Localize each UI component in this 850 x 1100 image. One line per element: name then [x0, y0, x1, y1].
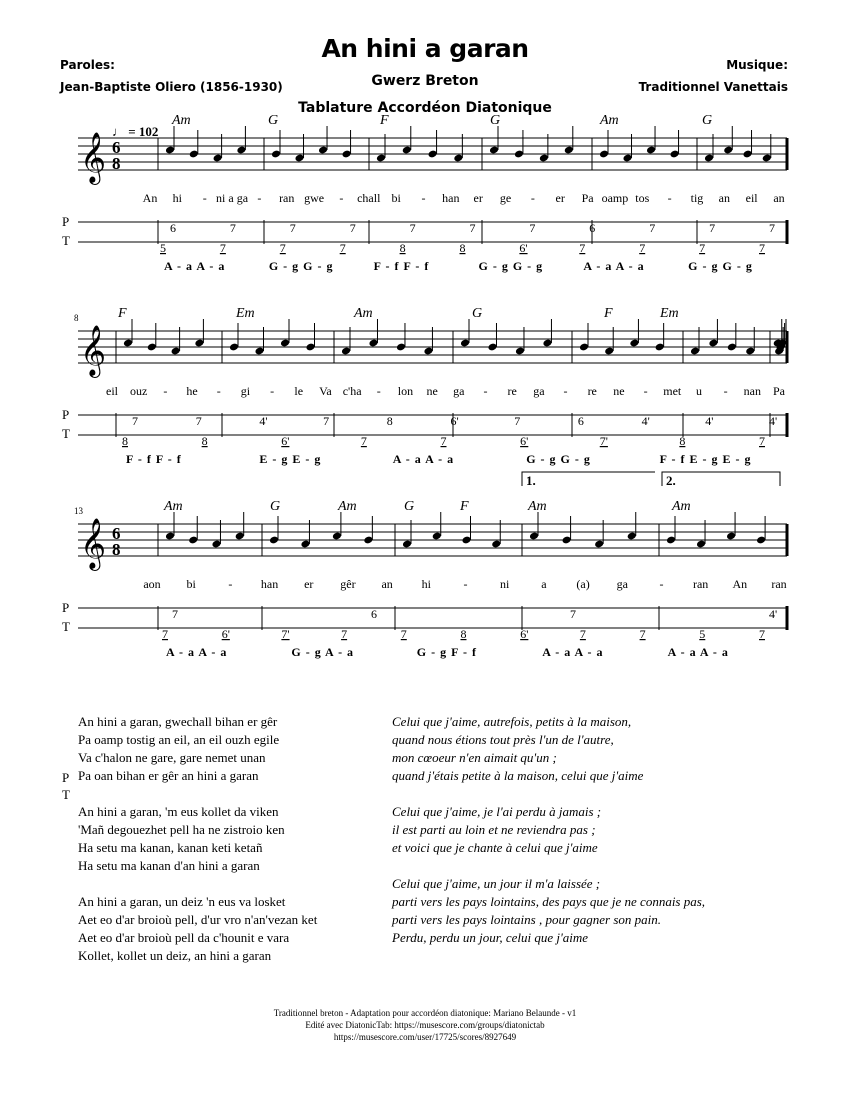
tab-pull-number: 7	[579, 241, 586, 255]
breton-verse-line: 'Mañ degouezhet pell ha ne zistroio ken	[78, 822, 285, 837]
chord-symbol: F	[118, 306, 127, 321]
composer-label: Musique:	[726, 58, 788, 72]
tab-push-number: 4'	[259, 414, 268, 428]
tab-push-number: 8	[386, 414, 393, 428]
french-verse-line: il est parti au loin et ne reviendra pas ;	[392, 822, 596, 837]
tab-label-push: P	[62, 600, 70, 615]
tab-pull-number: 7	[339, 241, 346, 255]
tab-label-pull: T	[62, 426, 70, 441]
lyric-syllable: Pa	[773, 384, 785, 398]
score-title: An hini a garan	[321, 34, 529, 63]
breton-verse-line: Aet eo d'ar broioù pell, d'ur vro n'an'vezan ket	[78, 912, 318, 927]
verses-breton	[78, 713, 317, 983]
lyric-syllable: tos	[635, 191, 650, 205]
tab-pull-number: 8	[122, 434, 128, 448]
lyric-syllable: le	[294, 384, 304, 398]
chord-symbol: Am	[172, 113, 191, 128]
lyric-syllable: hi	[172, 191, 183, 205]
lyric-syllable: er	[555, 191, 565, 205]
lyricist-name: Jean-Baptiste Oliero (1856-1930)	[60, 80, 283, 94]
lyric-syllable: -	[463, 577, 468, 591]
french-verse-line: mon cœoeur n'en aimait qu'un ;	[392, 750, 557, 765]
tab-push-number: 7	[195, 414, 202, 428]
tab-push-number: 7	[529, 221, 536, 235]
footer-line-credits: Traditionnel breton - Adaptation pour accordéon diatonique: Mariano Belaunde - v1	[273, 1008, 577, 1018]
chord-symbol: F	[604, 306, 613, 321]
tab-label-pull: T	[62, 233, 70, 248]
lyric-syllable: gêr	[340, 577, 356, 591]
tab-push-number: 7	[570, 607, 576, 621]
treble-clef-icon: 𝄞	[80, 133, 107, 182]
chord-symbol: F	[460, 499, 469, 514]
french-verse-line: quand j'étais petite à la maison, celui que j'aime	[392, 768, 644, 783]
breton-verse-line: Pa oamp tostig an eil, an eil ouzh egile	[78, 732, 280, 747]
verse-label-p: P	[62, 770, 70, 785]
verse-label-t: T	[62, 787, 70, 802]
footer-line-url: https://musescore.com/user/17725/scores/8927649	[333, 1032, 517, 1042]
bass-pattern: A - a A - a	[166, 645, 228, 659]
lyric-syllable: (a)	[576, 577, 590, 591]
lyric-syllable: bi	[186, 577, 196, 591]
footer-line-editor: Edité avec DiatonicTab: https://musescore.com/groups/diatonictab	[305, 1020, 545, 1030]
lyric-syllable: Va	[319, 384, 332, 398]
chord-symbol: Am	[672, 499, 691, 514]
lyric-syllable: -	[659, 577, 664, 591]
tab-pull-number: 7	[400, 627, 407, 641]
lyric-syllable: gi	[240, 384, 251, 398]
chord-symbol: Am	[600, 113, 619, 128]
chord-symbol: Am	[338, 499, 357, 514]
tab-label-push: P	[62, 407, 70, 422]
tab-push-number: 4'	[769, 607, 778, 621]
score-subtitle: Gwerz Breton	[371, 73, 479, 89]
french-verse-stanza	[392, 875, 705, 947]
lyric-syllable: nan	[743, 384, 761, 398]
tab-pull-number: 7	[219, 241, 226, 255]
tab-pull-number: 6'	[221, 627, 230, 641]
lyric-syllable: ga	[616, 577, 628, 591]
tab-label-pull: T	[62, 619, 70, 634]
lyric-syllable: ge	[499, 191, 512, 205]
lyric-syllable: ne	[426, 384, 438, 398]
tab-pull-number: 8	[399, 241, 406, 255]
tab-pull-number: 7	[759, 627, 765, 641]
lyric-syllable: -	[216, 384, 221, 398]
lyric-syllable: -	[270, 384, 275, 398]
chord-symbol: G	[270, 499, 281, 514]
tab-pull-number: 7	[759, 434, 765, 448]
lyric-syllable: Pa	[581, 191, 594, 205]
lyric-syllable: ran	[692, 577, 709, 591]
volta-label: 1.	[526, 473, 536, 488]
breton-verse-stanza	[78, 803, 317, 875]
treble-clef-icon: 𝄞	[80, 326, 107, 375]
time-signature-bottom: 8	[112, 154, 121, 173]
tab-push-number: 6	[589, 221, 596, 235]
lyric-syllable: met	[663, 384, 682, 398]
lyric-syllable: re	[587, 384, 597, 398]
lyric-syllable: gwe	[304, 191, 325, 205]
lyric-syllable: -	[202, 191, 207, 205]
breton-verse-line: Kollet, kollet un deiz, an hini a garan	[78, 948, 272, 963]
lyric-syllable: ouz	[130, 384, 148, 398]
tab-pull-number: 5	[160, 241, 166, 255]
tempo-marking: ♩ = 102	[112, 124, 159, 139]
tab-pull-number: 7	[162, 627, 168, 641]
french-verse-line: et voici que je chante à celui que j'aime	[392, 840, 598, 855]
lyric-syllable: -	[339, 191, 344, 205]
bass-pattern: G - g F - f	[416, 645, 478, 659]
tab-push-number: 4'	[769, 414, 778, 428]
tablature-title: Tablature Accordéon Diatonique	[298, 100, 552, 116]
chord-symbol: Am	[354, 306, 373, 321]
lyric-syllable: an	[718, 191, 730, 205]
bass-pattern: G - g A - a	[291, 645, 355, 659]
lyric-syllable: -	[723, 384, 728, 398]
french-verse-stanza	[392, 803, 705, 857]
tab-push-number: 7	[769, 221, 775, 235]
chord-symbol: G	[702, 113, 713, 128]
time-signature-bottom: 8	[112, 540, 121, 559]
volta-label: 2.	[666, 473, 676, 488]
lyric-syllable: -	[530, 191, 535, 205]
breton-verse-line: An hini a garan, 'm eus kollet da viken	[78, 804, 279, 819]
lyric-syllable: -	[228, 577, 233, 591]
composer-name: Traditionnel Vanettais	[638, 80, 788, 94]
tab-push-number: 7	[649, 221, 656, 235]
tab-push-number: 4'	[641, 414, 650, 428]
breton-verse-stanza	[78, 713, 317, 785]
lyric-syllable: er	[473, 191, 483, 205]
tab-push-number: 7	[229, 221, 236, 235]
treble-clef-icon: 𝄞	[80, 519, 107, 568]
tab-push-number: 7	[172, 607, 178, 621]
bass-pattern: A - a A - a	[392, 452, 455, 466]
french-verse-line: parti vers les pays lointains, des pays que je ne connais pas,	[392, 894, 706, 909]
tab-push-number: 7	[323, 414, 330, 428]
time-signature-top: 6	[112, 524, 121, 543]
tab-pull-number: 8	[459, 241, 466, 255]
chord-symbol: G	[472, 306, 483, 321]
lyric-syllable: An	[732, 577, 748, 591]
tab-pull-number: 6'	[520, 434, 529, 448]
lyric-syllable: -	[376, 384, 381, 398]
breton-verse-line: An hini a garan, un deiz 'n eus va losket	[78, 894, 286, 909]
breton-verse-line: Ha setu ma kanan d'an hini a garan	[78, 858, 260, 873]
bass-pattern: G - g G - g	[478, 259, 544, 273]
french-verse-stanza	[392, 713, 705, 785]
lyric-syllable: hi	[421, 577, 431, 591]
tab-pull-number: 7	[341, 627, 348, 641]
lyric-syllable: ni a ga	[216, 191, 249, 205]
chord-symbol: G	[490, 113, 501, 128]
tab-push-number: 7	[132, 414, 138, 428]
chord-symbol: Em	[660, 306, 679, 321]
lyric-syllable: re	[507, 384, 517, 398]
tab-pull-number: 7	[579, 627, 586, 641]
breton-verse-line: Pa oan bihan er gêr an hini a garan	[78, 768, 259, 783]
french-verse-line: Perdu, perdu un jour, celui que j'aime	[392, 930, 589, 945]
tab-push-number: 7	[709, 221, 716, 235]
lyric-syllable: an	[381, 577, 393, 591]
lyric-syllable: -	[421, 191, 426, 205]
tab-pull-number: 8	[679, 434, 686, 448]
lyricist-label: Paroles:	[60, 58, 115, 72]
french-verse-line: Celui que j'aime, un jour il m'a laissée ;	[392, 876, 601, 891]
tab-pull-number: 7	[639, 627, 646, 641]
lyric-syllable: ga	[453, 384, 465, 398]
bass-pattern: A - a A - a	[542, 645, 604, 659]
lyric-syllable: ran	[279, 191, 295, 205]
tab-push-number: 7	[514, 414, 521, 428]
bass-pattern: G - g G - g	[268, 259, 334, 273]
measure-number: 8	[74, 313, 79, 323]
lyric-syllable: -	[163, 384, 168, 398]
lyric-syllable: han	[260, 577, 279, 591]
chord-symbol: F	[380, 113, 389, 128]
lyric-syllable: -	[563, 384, 568, 398]
tab-pull-number: 7	[759, 241, 765, 255]
tab-push-number: 6	[577, 414, 584, 428]
breton-verse-line: Aet eo d'ar broioù pell da c'hounit e vara	[78, 930, 290, 945]
lyric-syllable: chall	[357, 191, 381, 205]
bass-pattern: G - g G - g	[526, 452, 591, 466]
french-verse-line: Celui que j'aime, autrefois, petits à la maison,	[392, 714, 632, 729]
lyric-syllable: he	[186, 384, 198, 398]
french-verse-line: Celui que j'aime, je l'ai perdu à jamais ;	[392, 804, 602, 819]
bass-pattern: A - a A - a	[164, 259, 226, 273]
lyric-syllable: a	[541, 577, 547, 591]
chord-symbol: Am	[164, 499, 183, 514]
chord-symbol: G	[404, 499, 415, 514]
breton-verse-line: Va c'halon ne gare, gare nemet unan	[78, 750, 266, 765]
bass-pattern: F - f F - f	[126, 452, 182, 466]
chord-symbol: G	[268, 113, 279, 128]
tab-pull-number: 7'	[599, 434, 608, 448]
bass-pattern: G - g G - g	[688, 259, 753, 273]
tab-pull-number: 7	[279, 241, 286, 255]
tab-pull-number: 8	[460, 627, 467, 641]
tab-pull-number: 6'	[281, 434, 290, 448]
volta-bracket	[522, 472, 655, 486]
tab-push-number: 4'	[705, 414, 714, 428]
lyric-syllable: An	[142, 191, 158, 205]
verses-french	[392, 713, 705, 965]
tab-push-number: 6'	[450, 414, 459, 428]
tab-push-number: 7	[469, 221, 476, 235]
lyric-syllable: bi	[391, 191, 401, 205]
lyric-syllable: c'ha	[342, 384, 362, 398]
breton-verse-stanza	[78, 893, 317, 965]
tab-pull-number: 7	[699, 241, 706, 255]
bass-pattern: F - f F - f	[373, 259, 430, 273]
lyric-syllable: han	[442, 191, 460, 205]
lyric-syllable: eil	[106, 384, 118, 398]
lyric-syllable: tig	[690, 191, 704, 205]
lyric-syllable: an	[773, 191, 785, 205]
tab-pull-number: 6'	[519, 241, 528, 255]
tab-pull-number: 7'	[281, 627, 290, 641]
lyric-syllable: -	[483, 384, 488, 398]
french-verse-line: quand nous étions tout près l'un de l'autre,	[392, 732, 614, 747]
breton-verse-line: Ha setu ma kanan, kanan keti ketañ	[78, 840, 263, 855]
tab-label-push: P	[62, 214, 70, 229]
lyric-syllable: ran	[771, 577, 787, 591]
lyric-syllable: oamp	[601, 191, 629, 205]
lyric-syllable: lon	[397, 384, 414, 398]
bass-pattern: F - f E - g E - g	[659, 452, 752, 466]
lyric-syllable: er	[304, 577, 314, 591]
tab-pull-number: 7	[639, 241, 646, 255]
footer	[0, 1007, 850, 1043]
lyric-syllable: -	[667, 191, 672, 205]
tab-push-number: 6	[371, 607, 377, 621]
measure-number: 13	[74, 506, 83, 516]
lyric-syllable: ni	[500, 577, 510, 591]
lyric-syllable: ne	[613, 384, 625, 398]
tab-pull-number: 7	[360, 434, 367, 448]
time-signature-top: 6	[112, 138, 121, 157]
tab-push-number: 7	[349, 221, 356, 235]
lyric-syllable: ga	[533, 384, 545, 398]
tab-pull-number: 8	[201, 434, 208, 448]
tab-push-number: 6	[170, 221, 176, 235]
bass-pattern: E - g E - g	[259, 452, 322, 466]
tab-push-number: 7	[409, 221, 416, 235]
bass-pattern: A - a A - a	[583, 259, 645, 273]
tab-pull-number: 5	[699, 627, 706, 641]
breton-verse-line: An hini a garan, gwechall bihan er gêr	[78, 714, 278, 729]
tab-push-number: 7	[289, 221, 296, 235]
chord-symbol: Em	[236, 306, 255, 321]
lyric-syllable: -	[257, 191, 262, 205]
tab-pull-number: 7	[440, 434, 447, 448]
verse-pt-label	[62, 769, 70, 803]
lyric-syllable: eil	[745, 191, 758, 205]
volta-bracket	[662, 472, 780, 486]
lyric-syllable: -	[643, 384, 648, 398]
bass-pattern: A - a A - a	[667, 645, 729, 659]
chord-symbol: Am	[528, 499, 547, 514]
lyric-syllable: aon	[143, 577, 161, 591]
french-verse-line: parti vers les pays lointains , pour gagner son pain.	[392, 912, 662, 927]
lyric-syllable: u	[695, 384, 702, 398]
tab-pull-number: 6'	[520, 627, 529, 641]
